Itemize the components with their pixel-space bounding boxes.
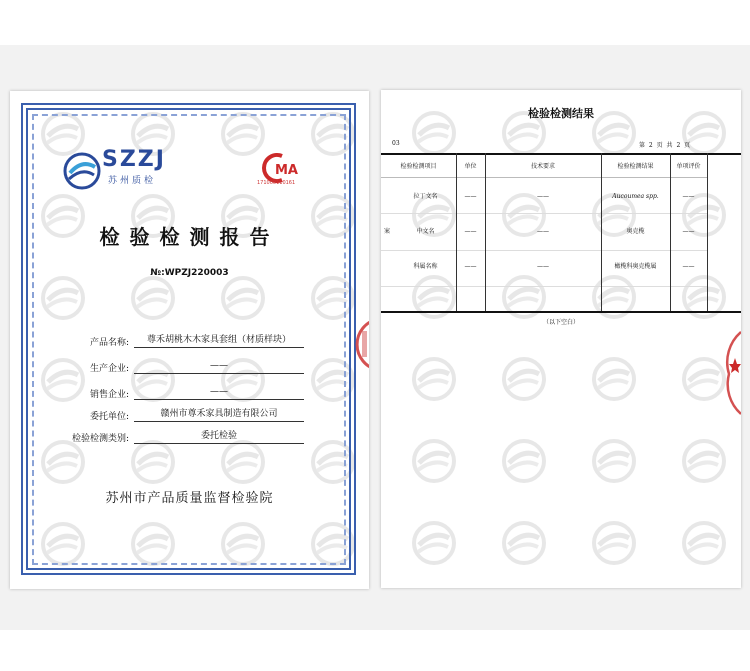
report-code-fragment: 03 <box>392 140 400 147</box>
cell-item: 拉丁文名 <box>413 193 438 200</box>
field-value-manufacturer: —— <box>134 360 304 374</box>
cma-code: 171000110161 <box>257 180 296 186</box>
cell-fragment: 案 <box>383 228 390 235</box>
watermark-emblem <box>501 356 547 402</box>
cell-requirement: —— <box>537 193 549 200</box>
cell-item: 中文名 <box>416 228 435 235</box>
field-label-manufacturer: 生产企业: <box>89 364 129 374</box>
cell-evaluation: —— <box>682 263 695 270</box>
watermark-emblem <box>591 356 637 402</box>
cma-label: MA <box>275 163 298 178</box>
cell-unit: —— <box>464 228 477 235</box>
watermark-emblem <box>411 356 457 402</box>
cma-icon <box>260 153 300 183</box>
header-requirement: 技术要求 <box>530 163 555 170</box>
logo-text: SZZJ <box>102 147 166 172</box>
red-seal-fragment <box>715 328 741 418</box>
watermark-emblem <box>591 438 637 484</box>
results-page <box>381 90 741 588</box>
field-label-seller: 销售企业: <box>89 390 129 400</box>
logo-subtext: 苏州质检 <box>108 176 157 186</box>
top-band <box>0 0 750 45</box>
red-seal-fragment <box>348 317 369 372</box>
field-value-seller: —— <box>134 386 304 400</box>
table-bottom-rule <box>381 311 741 313</box>
field-label-category: 检验检测类别: <box>71 434 129 444</box>
institute-name: 苏州市产品质量监督检验院 <box>105 491 274 506</box>
field-label-client: 委托单位: <box>89 412 129 422</box>
report-number: №:WPZJ220003 <box>150 268 229 278</box>
header-result: 检验检测结果 <box>617 163 654 170</box>
header-item: 检验检测项目 <box>400 163 437 170</box>
cell-item: 科属名称 <box>413 263 438 270</box>
bottom-band <box>0 630 750 671</box>
watermark-emblem <box>501 274 547 320</box>
column-divider <box>707 153 708 311</box>
results-title: 检验检测结果 <box>528 107 594 120</box>
blank-note: （以下空白） <box>542 319 579 326</box>
watermark-emblem <box>501 520 547 566</box>
watermark-emblem <box>501 438 547 484</box>
field-label-product: 产品名称: <box>89 338 129 348</box>
cell-evaluation: —— <box>682 193 695 200</box>
report-title: 检验检测报告 <box>99 225 280 249</box>
field-value-client: 赣州市尊禾家具制造有限公司 <box>134 408 304 422</box>
field-value-category: 委托检验 <box>134 430 304 444</box>
row-divider <box>381 286 707 287</box>
watermark-emblem <box>411 520 457 566</box>
watermark-emblem <box>681 438 727 484</box>
row-divider <box>381 213 707 214</box>
cell-requirement: —— <box>537 263 549 270</box>
cell-requirement: —— <box>537 228 549 235</box>
szzj-logo-icon <box>62 151 102 191</box>
header-unit: 单位 <box>464 163 477 170</box>
cell-evaluation: —— <box>682 228 695 235</box>
header-evaluation: 单项评价 <box>676 163 701 170</box>
watermark-emblem <box>591 274 637 320</box>
watermark-emblem <box>411 274 457 320</box>
watermark-emblem <box>591 520 637 566</box>
table-top-rule <box>381 153 741 155</box>
cell-result: Aucoumea spp. <box>612 193 659 200</box>
watermark-emblem <box>681 274 727 320</box>
row-divider <box>381 250 707 251</box>
watermark-emblem <box>681 520 727 566</box>
cell-result: 奥克榄 <box>626 228 645 235</box>
cell-result: 橄榄科奥克榄属 <box>614 263 657 270</box>
cell-unit: —— <box>464 263 477 270</box>
report-cover-page <box>10 91 369 589</box>
szzj-logo <box>62 147 182 193</box>
watermark-emblem <box>411 438 457 484</box>
header-divider <box>381 177 707 178</box>
page-number: 第 2 页 共 2 页 <box>639 142 692 149</box>
cell-unit: —— <box>464 193 477 200</box>
field-value-product: 尊禾胡桃木木家具套组（材质样块） <box>134 334 304 348</box>
